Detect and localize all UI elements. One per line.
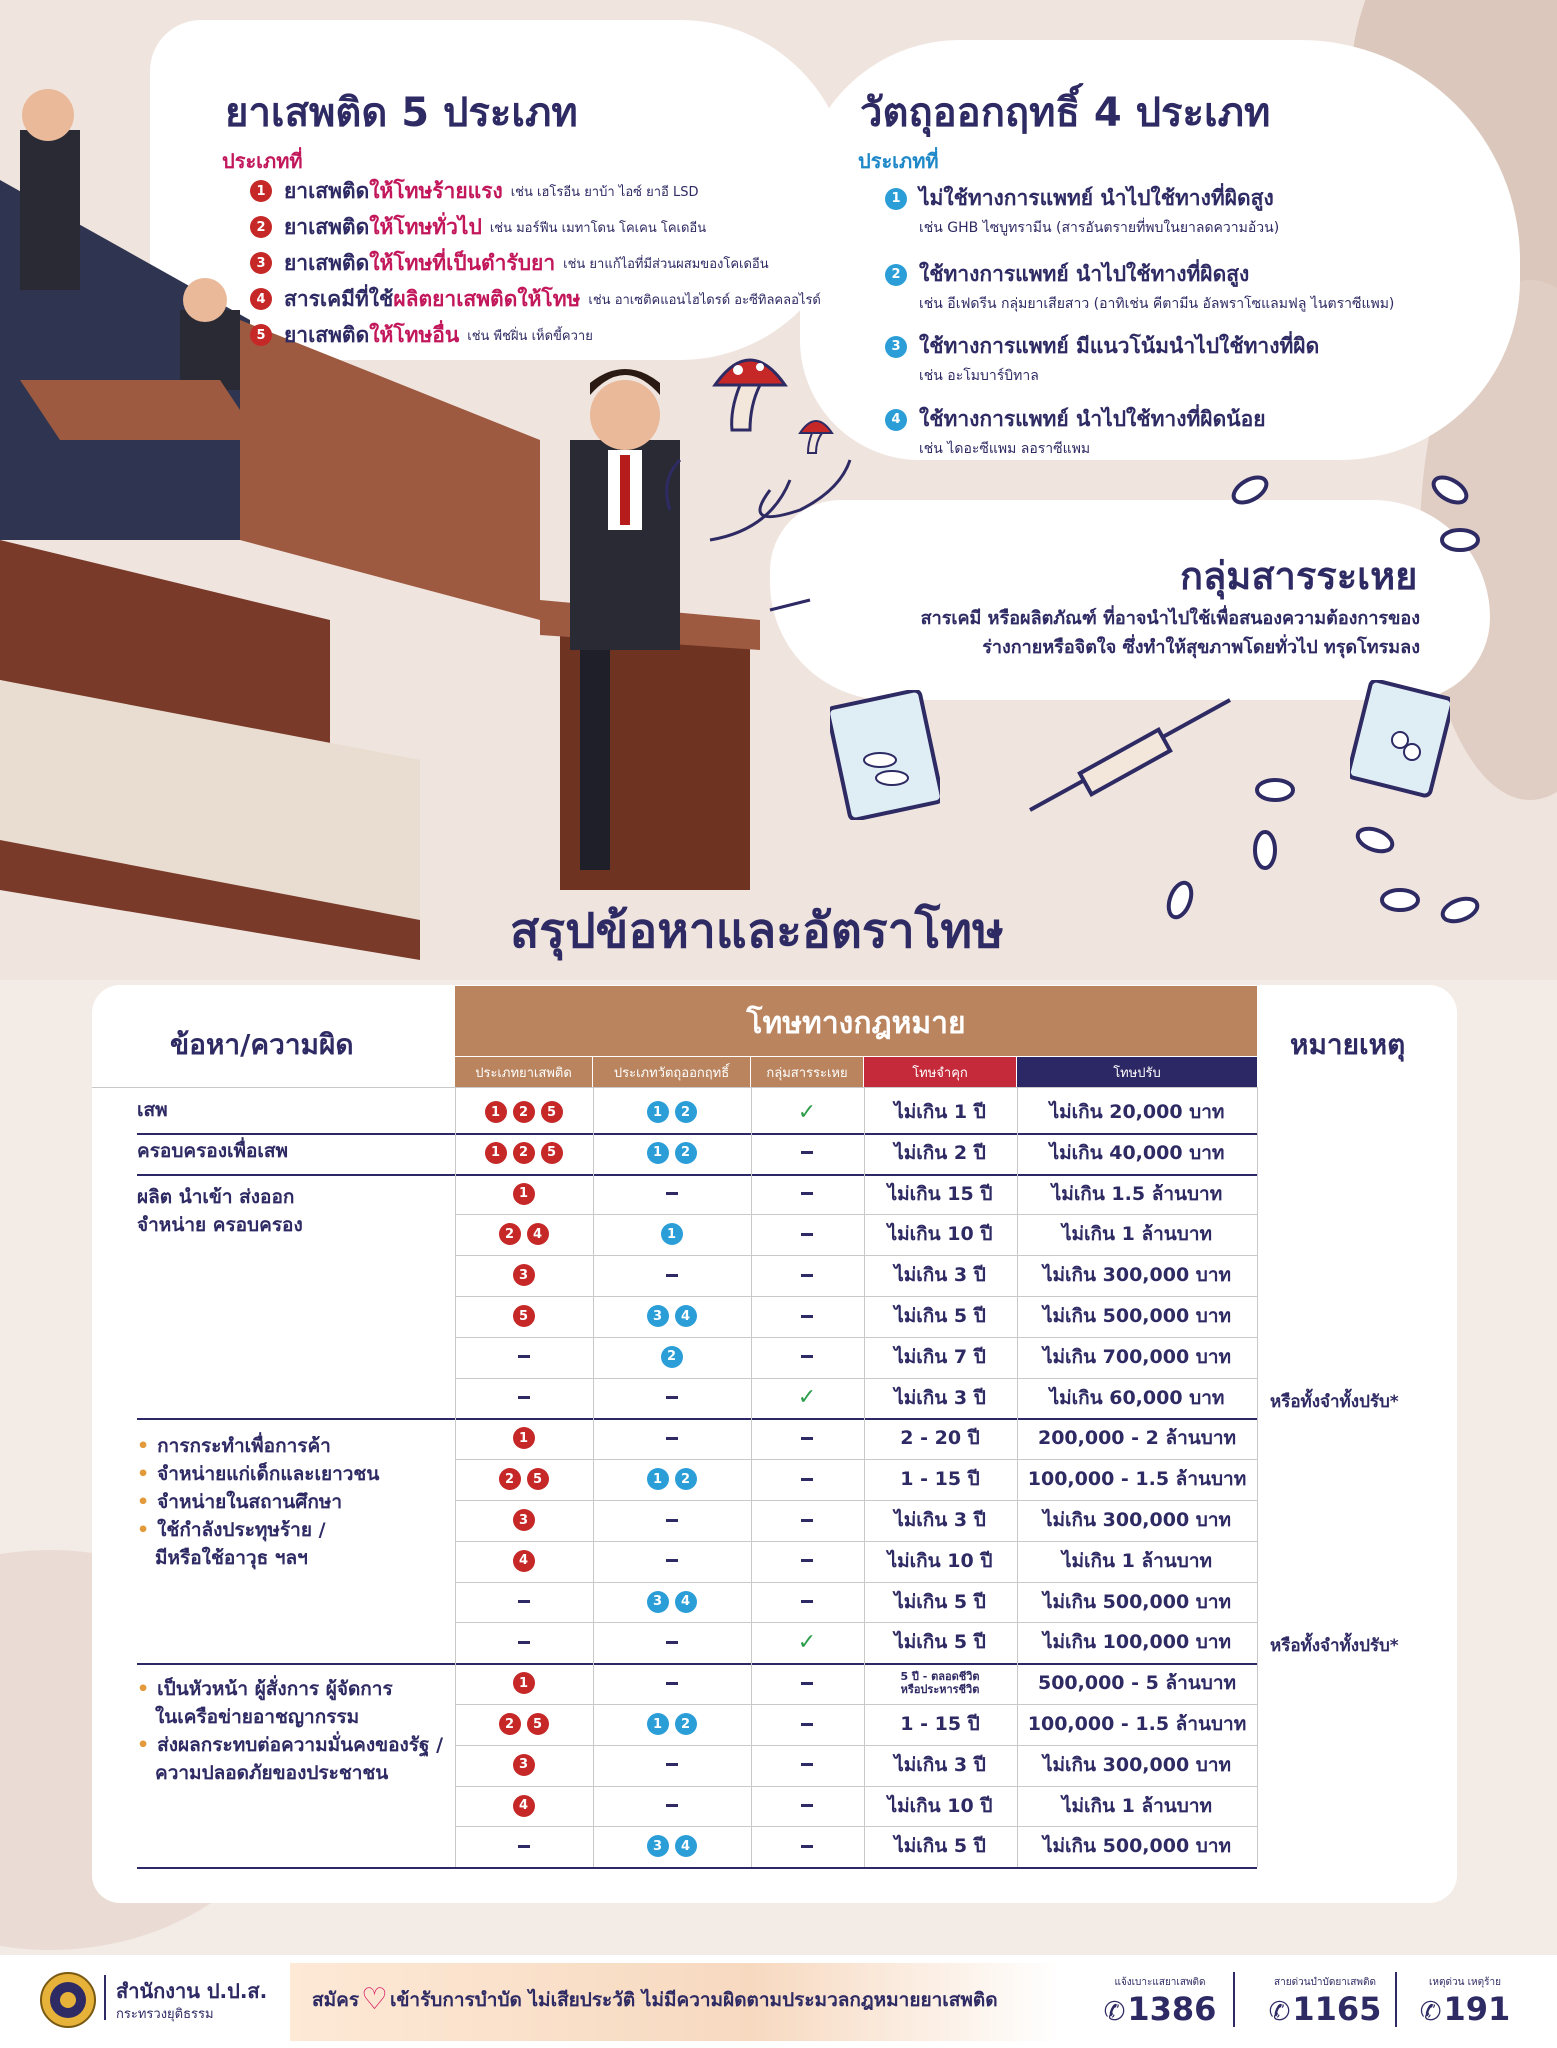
hotline-number-text: 1386 <box>1127 1990 1217 2028</box>
aggravated-item: • ใช้กำลังประทุษร้าย / <box>137 1516 379 1544</box>
hotline-divider <box>1395 1972 1397 2027</box>
cell-psy-types <box>593 1418 750 1458</box>
cell-volatile <box>751 1092 863 1132</box>
psychotropic-line <box>885 182 1279 215</box>
psy-type-badge: 4 <box>675 1591 697 1613</box>
psychotropic-label: ไม่ใช้ทางการแพทย์ นำไปใช้ทางที่ผิดสูง <box>919 186 1274 210</box>
cell-psy-types <box>593 1092 750 1132</box>
dash-icon <box>518 1600 530 1603</box>
cell-prison: ไม่เกิน 3 ปี <box>894 1264 986 1287</box>
dash-icon <box>801 1355 813 1358</box>
psychotropic-number: 4 <box>885 409 907 431</box>
cell-psy-types <box>593 1214 750 1254</box>
cell-volatile <box>751 1704 863 1744</box>
column-divider <box>455 1087 456 1867</box>
psy-type-badge: 4 <box>675 1835 697 1857</box>
cell-drug-types <box>455 1826 592 1866</box>
leader-item: • ส่งผลกระทบต่อความมั่นคงของรัฐ / <box>137 1731 443 1759</box>
drug-type-badge: 5 <box>541 1142 563 1164</box>
pills-scatter <box>1150 460 1480 940</box>
hotline[interactable] <box>1250 1975 1400 2028</box>
offense-produce-line2: จำหน่าย ครอบครอง <box>137 1214 303 1236</box>
cell-prison: ไม่เกิน 5 ปี <box>894 1305 986 1327</box>
dash-icon <box>801 1315 813 1318</box>
psychotropic-example: เช่น ไดอะซีแพม ลอราซีแพม <box>919 441 1091 457</box>
drug-type-example: เช่น อาเซติคแอนไฮไดรด์ อะซีทิลคลอไรด์ <box>588 292 821 308</box>
drug-type-badge: 1 <box>485 1142 507 1164</box>
leader-item: ในเครือข่ายอาชญากรรม <box>155 1706 360 1728</box>
psychotropic-number: 1 <box>885 188 907 210</box>
cell-drug-types <box>455 1745 592 1785</box>
cell-prison: ไม่เกิน 5 ปี <box>894 1631 986 1654</box>
row-divider <box>137 1867 1257 1869</box>
cell-psy-types <box>593 1378 750 1418</box>
dash-icon <box>666 1641 678 1644</box>
psychotropic-example: เช่น GHB ไซบูทรามีน (สารอันตรายที่พบในยาลดความอ้วน) <box>919 220 1280 236</box>
cell-psy-types <box>593 1337 750 1377</box>
cell-psy-types <box>593 1255 750 1295</box>
cell-fine: 100,000 - 1.5 ล้านบาท <box>1027 1468 1247 1491</box>
aggravated-item: • จำหน่ายแก่เด็กและเยาวชน <box>137 1460 379 1488</box>
volatile-desc-1: สารเคมี หรือผลิตภัณฑ์ ที่อาจนำไปใช้เพื่อสนองความต้องการของ <box>920 608 1420 629</box>
drug-type-highlight: ผลิตยาเสพติดให้โทษ <box>393 286 581 311</box>
cell-psy-types <box>593 1745 750 1785</box>
cell-volatile <box>751 1418 863 1458</box>
hotline-label: สายด่วนบำบัดยาเสพติด <box>1274 1977 1376 1988</box>
dash-icon <box>666 1763 678 1766</box>
drug-type-badge: 3 <box>513 1509 535 1531</box>
cell-fine: ไม่เกิน 1.5 ล้านบาท <box>1051 1182 1223 1205</box>
dash-icon <box>666 1437 678 1440</box>
cell-psy-types <box>593 1786 750 1826</box>
drug-type-highlight: ให้โทษทั่วไป <box>369 214 482 239</box>
sub-header-fine: โทษปรับ <box>1017 1057 1257 1087</box>
drug-type-badge: 2 <box>499 1713 521 1735</box>
dash-icon <box>666 1274 678 1277</box>
drug-type-badge: 1 <box>513 1183 535 1205</box>
cell-volatile <box>751 1826 863 1866</box>
cell-prison: 5 ปี - ตลอดชีวิต หรือประหารชีวิต <box>900 1670 980 1697</box>
cell-volatile <box>751 1214 863 1254</box>
cell-volatile <box>751 1500 863 1540</box>
psy-type-badge: 4 <box>675 1305 697 1327</box>
dash-icon <box>801 1682 813 1685</box>
cell-fine: ไม่เกิน 500,000 บาท <box>1042 1835 1232 1858</box>
cell-prison: ไม่เกิน 10 ปี <box>887 1223 993 1246</box>
cell-volatile <box>751 1296 863 1336</box>
slogan-pre: สมัคร <box>312 1989 360 2011</box>
dash-icon <box>518 1396 530 1399</box>
psychotropic-label: ใช้ทางการแพทย์ นำไปใช้ทางที่ผิดน้อย <box>919 407 1266 431</box>
drug-type-item <box>250 284 821 314</box>
oncb-logo <box>38 1970 98 2030</box>
mushroom-small-icon <box>798 415 834 455</box>
drug-type-badge: 1 <box>513 1672 535 1694</box>
hotline-number-text: 191 <box>1443 1990 1511 2028</box>
cell-psy-types <box>593 1541 750 1581</box>
drug-type-item <box>250 212 706 242</box>
drug-type-name: ยาเสพติด <box>284 250 370 275</box>
cell-fine: ไม่เกิน 40,000 บาท <box>1049 1141 1225 1164</box>
cell-drug-types <box>455 1500 592 1540</box>
cell-fine: 100,000 - 1.5 ล้านบาท <box>1027 1713 1247 1735</box>
cell-volatile <box>751 1378 863 1418</box>
cell-fine: ไม่เกิน 500,000 บาท <box>1042 1590 1232 1613</box>
header-divider <box>92 1087 1257 1088</box>
cell-prison: ไม่เกิน 10 ปี <box>887 1794 993 1817</box>
dash-icon <box>801 1233 813 1236</box>
drug-type-number: 3 <box>250 252 272 274</box>
footer-divider <box>104 1975 106 2020</box>
cell-drug-types <box>455 1663 592 1703</box>
dash-icon <box>801 1478 813 1481</box>
dash-icon <box>801 1192 813 1195</box>
psychotropic-label: ใช้ทางการแพทย์ มีแนวโน้มนำไปใช้ทางที่ผิด <box>919 334 1320 358</box>
psychotropic-example: เช่น อีเฟดรีน กลุ่มยาเสียสาว (อาทิเช่น คีตามีน อัลพราโซแลมฟลู ไนตราซีแพม) <box>919 296 1395 312</box>
drug-type-badge: 3 <box>513 1754 535 1776</box>
cell-drug-types <box>455 1214 592 1254</box>
offense-produce <box>137 1183 303 1239</box>
psychotropic-example: เช่น อะโมบาร์บิทาล <box>919 368 1039 384</box>
cell-volatile <box>751 1255 863 1295</box>
psy-type-badge: 3 <box>647 1835 669 1857</box>
column-divider <box>593 1087 594 1867</box>
cell-drug-types <box>455 1622 592 1662</box>
cell-prison: ไม่เกิน 10 ปี <box>887 1549 993 1572</box>
cell-volatile <box>751 1459 863 1499</box>
cell-fine: ไม่เกิน 20,000 บาท <box>1049 1101 1225 1123</box>
drug-type-name: ยาเสพติด <box>284 214 370 239</box>
cell-drug-types <box>455 1174 592 1214</box>
psy-type-badge: 1 <box>647 1713 669 1735</box>
cell-psy-types <box>593 1622 750 1662</box>
offense-aggravated <box>137 1432 379 1572</box>
dash-icon <box>518 1641 530 1644</box>
drug-type-number: 2 <box>250 216 272 238</box>
cell-fine: ไม่เกิน 1 ล้านบาท <box>1061 1223 1213 1246</box>
cell-fine: ไม่เกิน 1 ล้านบาท <box>1061 1549 1213 1572</box>
psychotropic-line <box>885 330 1319 363</box>
cell-prison: ไม่เกิน 5 ปี <box>894 1835 986 1858</box>
psy-type-badge: 2 <box>675 1713 697 1735</box>
drug-type-badge: 1 <box>485 1101 507 1123</box>
drug-type-highlight: ให้โทษอื่น <box>369 322 460 347</box>
leader-item: ความปลอดภัยของประชาชน <box>155 1762 389 1784</box>
leader-item: • เป็นหัวหน้า ผู้สั่งการ ผู้จัดการ <box>137 1675 443 1703</box>
drug-type-name: ยาเสพติด <box>284 322 370 347</box>
dash-icon <box>801 1763 813 1766</box>
cell-volatile <box>751 1133 863 1173</box>
offense-leader <box>137 1675 443 1787</box>
aggravated-item: • การกระทำเพื่อการค้า <box>137 1432 379 1460</box>
dash-icon <box>801 1151 813 1154</box>
drug-type-badge: 2 <box>513 1142 535 1164</box>
aggravated-item: • จำหน่ายในสถานศึกษา <box>137 1488 379 1516</box>
psy-type-badge: 3 <box>647 1305 669 1327</box>
dash-icon <box>801 1559 813 1562</box>
pills-bag-icon <box>830 690 940 820</box>
summary-title: สรุปข้อหาและอัตราโทษ <box>510 903 1004 959</box>
cell-psy-types <box>593 1582 750 1622</box>
cell-drug-types <box>455 1786 592 1826</box>
drug-type-badge: 2 <box>513 1101 535 1123</box>
cell-volatile <box>751 1622 863 1662</box>
cell-drug-types <box>455 1582 592 1622</box>
sub-header-prison: โทษจำคุก <box>864 1057 1016 1087</box>
psychotropic-label: ใช้ทางการแพทย์ นำไปใช้ทางที่ผิดสูง <box>919 262 1250 286</box>
hotline[interactable] <box>1405 1975 1525 2028</box>
drug-type-highlight: ให้โทษร้ายแรง <box>369 178 503 203</box>
cell-volatile <box>751 1582 863 1622</box>
psy-type-badge: 2 <box>661 1346 683 1368</box>
psychotropic-item <box>885 258 1394 315</box>
psychotropic-number: 3 <box>885 336 907 358</box>
psychotropic-line <box>885 403 1266 436</box>
volatile-title: กลุ่มสารระเหย <box>1180 554 1418 598</box>
cell-note: หรือทั้งจำทั้งปรับ* <box>1270 1391 1399 1412</box>
cell-fine: ไม่เกิน 100,000 บาท <box>1042 1631 1232 1654</box>
cell-drug-types <box>455 1459 592 1499</box>
offense-produce-line1: ผลิต นำเข้า ส่งออก <box>137 1186 295 1208</box>
cell-psy-types <box>593 1500 750 1540</box>
phone-icon: ✆ <box>1419 1997 1442 2027</box>
cell-prison: ไม่เกิน 3 ปี <box>894 1509 986 1531</box>
cell-drug-types <box>455 1704 592 1744</box>
aggravated-item: มีหรือใช้อาวุธ ฯลฯ <box>155 1547 308 1569</box>
psy-type-badge: 2 <box>675 1142 697 1164</box>
cell-volatile <box>751 1174 863 1214</box>
footer-org: สำนักงาน ป.ป.ส. <box>116 1979 268 2003</box>
column-divider <box>1257 1087 1258 1867</box>
drug-type-example: เช่น เฮโรอีน ยาบ้า ไอซ์ ยาอี LSD <box>510 184 699 200</box>
cell-psy-types <box>593 1133 750 1173</box>
cell-fine: ไม่เกิน 300,000 บาท <box>1042 1509 1232 1531</box>
hotline-label: เหตุด่วน เหตุร้าย <box>1429 1977 1501 1988</box>
cell-prison: ไม่เกิน 2 ปี <box>894 1141 986 1164</box>
col-offense-title: ข้อหา/ความผิด <box>170 1028 354 1061</box>
cell-note: หรือทั้งจำทั้งปรับ* <box>1270 1636 1399 1657</box>
psychotropic-item <box>885 403 1266 460</box>
cell-prison: 2 - 20 ปี <box>900 1427 980 1450</box>
cell-fine: ไม่เกิน 500,000 บาท <box>1042 1305 1232 1327</box>
psy-type-badge: 2 <box>675 1101 697 1123</box>
cell-prison: ไม่เกิน 5 ปี <box>894 1590 986 1613</box>
hotline[interactable] <box>1085 1975 1235 2028</box>
dash-icon <box>801 1437 813 1440</box>
slogan <box>312 1982 998 2017</box>
cell-fine: ไม่เกิน 300,000 บาท <box>1042 1264 1232 1287</box>
cell-drug-types <box>455 1296 592 1336</box>
cell-prison: ไม่เกิน 3 ปี <box>894 1753 986 1776</box>
sub-header-drug: ประเภทยาเสพติด <box>455 1057 592 1087</box>
cell-drug-types <box>455 1541 592 1581</box>
cell-psy-types <box>593 1174 750 1214</box>
psy-type-badge: 1 <box>647 1468 669 1490</box>
mushroom-icon <box>710 345 790 435</box>
col-penalty-title: โทษทางกฎหมาย <box>746 1006 966 1041</box>
drug-type-number: 5 <box>250 324 272 346</box>
dash-icon <box>666 1559 678 1562</box>
drug-type-badge: 5 <box>541 1101 563 1123</box>
psy-type-badge: 1 <box>647 1142 669 1164</box>
cell-volatile <box>751 1745 863 1785</box>
psychotropic-title: วัตถุออกฤทธิ์ 4 ประเภท <box>860 90 1271 136</box>
drug-type-item <box>250 176 698 206</box>
cell-volatile <box>751 1663 863 1703</box>
col-note-title: หมายเหตุ <box>1290 1028 1406 1061</box>
cell-fine: 500,000 - 5 ล้านบาท <box>1037 1672 1237 1695</box>
dash-icon <box>801 1845 813 1848</box>
hotline-number[interactable] <box>1250 1990 1400 2028</box>
drug-type-example: เช่น ยาแก้ไอที่มีส่วนผสมของโคเดอีน <box>563 256 769 272</box>
hotline-label: แจ้งเบาะแสยาเสพติด <box>1114 1977 1206 1988</box>
dash-icon <box>801 1519 813 1522</box>
slogan-post: เข้ารับการบำบัด ไม่เสียประวัติ ไม่มีความผิดตามประมวลกฎหมายยาเสพติด <box>389 1989 998 2011</box>
hotline-number[interactable] <box>1405 1990 1525 2028</box>
cell-drug-types <box>455 1418 592 1458</box>
psychotropic-subtitle: ประเภทที่ <box>858 149 939 173</box>
footer-ministry: กระทรวงยุติธรรม <box>116 2007 214 2022</box>
drug-type-item <box>250 248 769 278</box>
drug-type-badge: 3 <box>513 1264 535 1286</box>
cell-drug-types <box>455 1133 592 1173</box>
dash-icon <box>518 1355 530 1358</box>
offense-possess-use: ครอบครองเพื่อเสพ <box>137 1140 289 1162</box>
cell-drug-types <box>455 1378 592 1418</box>
drug-type-highlight: ให้โทษที่เป็นตำรับยา <box>369 250 556 275</box>
drug-type-badge: 5 <box>527 1713 549 1735</box>
drug-type-item <box>250 320 593 350</box>
cell-prison: ไม่เกิน 15 ปี <box>887 1182 993 1205</box>
psychotropic-item <box>885 330 1319 387</box>
cell-prison: 1 - 15 ปี <box>900 1713 980 1735</box>
dash-icon <box>801 1804 813 1807</box>
cell-volatile <box>751 1541 863 1581</box>
dash-icon <box>666 1804 678 1807</box>
phone-icon: ✆ <box>1268 1997 1291 2027</box>
check-icon: ✓ <box>797 1099 817 1125</box>
column-divider <box>864 1087 865 1867</box>
drug-type-badge: 5 <box>513 1305 535 1327</box>
drug-type-badge: 4 <box>513 1550 535 1572</box>
cell-drug-types <box>455 1092 592 1132</box>
column-divider <box>751 1087 752 1867</box>
cell-psy-types <box>593 1826 750 1866</box>
psychotropic-number: 2 <box>885 264 907 286</box>
phone-icon: ✆ <box>1103 1997 1126 2027</box>
drug-type-example: เช่น พืชฝิ่น เห็ดขี้ควาย <box>467 328 593 344</box>
drug-type-badge: 2 <box>499 1468 521 1490</box>
sub-header-vol: กลุ่มสารระเหย <box>751 1057 863 1087</box>
drug-type-badge: 1 <box>513 1427 535 1449</box>
drug-type-badge: 2 <box>499 1223 521 1245</box>
hotline-number[interactable] <box>1085 1990 1235 2028</box>
cell-drug-types <box>455 1337 592 1377</box>
drugs-subtitle: ประเภทที่ <box>222 149 303 173</box>
cell-psy-types <box>593 1296 750 1336</box>
drugs-title: ยาเสพติด 5 ประเภท <box>225 90 578 136</box>
drug-type-badge: 4 <box>527 1223 549 1245</box>
arrow-icons <box>650 450 870 630</box>
hotline-number-text: 1165 <box>1292 1990 1382 2028</box>
cell-fine: ไม่เกิน 700,000 บาท <box>1042 1345 1232 1368</box>
drug-type-name: ยาเสพติด <box>284 178 370 203</box>
cell-fine: ไม่เกิน 1 ล้านบาท <box>1061 1794 1213 1817</box>
cell-prison: ไม่เกิน 3 ปี <box>894 1386 986 1409</box>
drug-type-name: สารเคมีที่ใช้ <box>284 286 394 311</box>
dash-icon <box>801 1600 813 1603</box>
cell-psy-types <box>593 1704 750 1744</box>
drug-type-example: เช่น มอร์ฟีน เมทาโดน โคเคน โคเดอีน <box>489 220 707 236</box>
offense-use: เสพ <box>137 1099 168 1121</box>
psy-type-badge: 2 <box>675 1468 697 1490</box>
drug-type-badge: 5 <box>527 1468 549 1490</box>
cell-volatile <box>751 1786 863 1826</box>
dash-icon <box>801 1274 813 1277</box>
psy-type-badge: 1 <box>661 1223 683 1245</box>
cell-fine: ไม่เกิน 300,000 บาท <box>1042 1753 1232 1776</box>
psychotropic-line <box>885 258 1394 291</box>
psy-type-badge: 1 <box>647 1101 669 1123</box>
cell-psy-types <box>593 1459 750 1499</box>
dash-icon <box>666 1682 678 1685</box>
dash-icon <box>666 1396 678 1399</box>
column-divider <box>1017 1087 1018 1867</box>
dash-icon <box>666 1192 678 1195</box>
cell-prison: ไม่เกิน 1 ปี <box>894 1101 986 1123</box>
cell-volatile <box>751 1337 863 1377</box>
volatile-desc-2: ร่างกายหรือจิตใจ ซึ่งทำให้สุขภาพโดยทั่วไป ทรุดโทรมลง <box>982 637 1420 658</box>
dash-icon <box>801 1723 813 1726</box>
cell-psy-types <box>593 1663 750 1703</box>
dash-icon <box>518 1845 530 1848</box>
heart-icon: ♡ <box>361 1982 388 2017</box>
psy-type-badge: 3 <box>647 1591 669 1613</box>
drug-type-number: 4 <box>250 288 272 310</box>
cell-prison: 1 - 15 ปี <box>900 1468 980 1491</box>
drug-type-number: 1 <box>250 180 272 202</box>
sub-header-psy: ประเภทวัตถุออกฤทธิ์ <box>593 1057 750 1087</box>
hotline-divider <box>1233 1972 1235 2027</box>
check-icon: ✓ <box>797 1385 817 1411</box>
cell-fine: ไม่เกิน 60,000 บาท <box>1049 1386 1225 1409</box>
cell-prison: ไม่เกิน 7 ปี <box>894 1345 986 1368</box>
drug-type-badge: 4 <box>513 1795 535 1817</box>
check-icon: ✓ <box>797 1629 817 1655</box>
dash-icon <box>666 1519 678 1522</box>
cell-fine: 200,000 - 2 ล้านบาท <box>1037 1427 1237 1450</box>
psychotropic-item <box>885 182 1279 239</box>
cell-drug-types <box>455 1255 592 1295</box>
